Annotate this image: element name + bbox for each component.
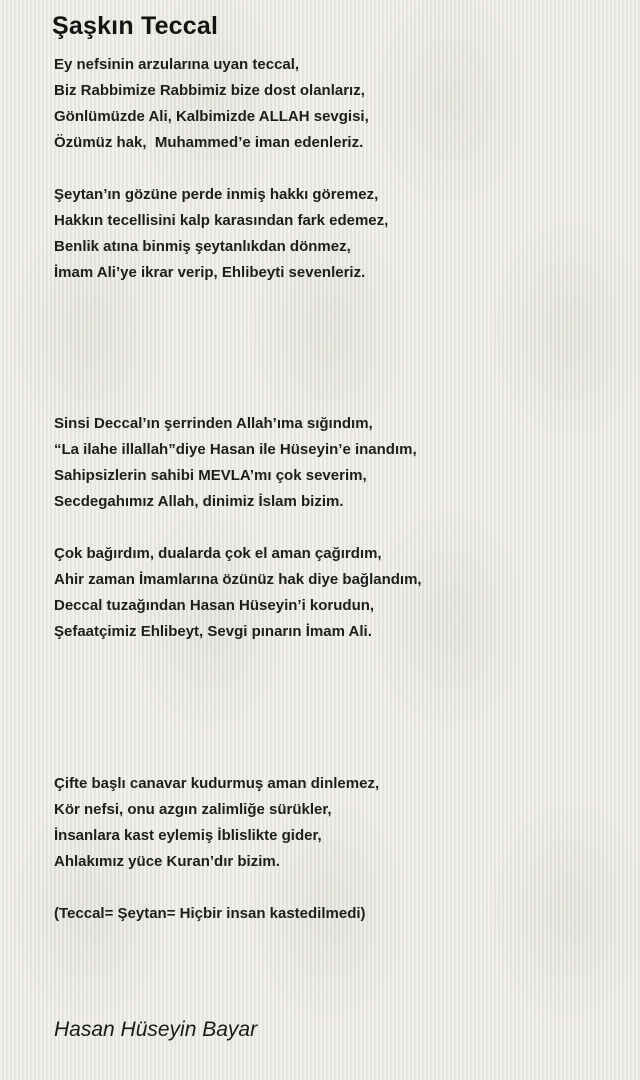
poem-line: Çok bağırdım, dualarda çok el aman çağırdım, [54,545,382,562]
stanza-3 [54,411,417,515]
poem-line: Şefaatçimiz Ehlibeyt, Sevgi pınarın İmam Ali. [54,623,372,640]
stanza-5 [54,771,379,875]
poem-line: Ahlakımız yüce Kuran’dır bizim. [54,853,280,870]
poem-line: Secdegahımız Allah, dinimiz İslam bizim. [54,493,344,510]
poem-line: Ahir zaman İmamlarına özünüz hak diye bağlandım, [54,571,422,588]
poem-line: Şeytan’ın gözüne perde inmiş hakkı göremez, [54,186,379,203]
poem-line: Ey nefsinin arzularına uyan teccal, [54,56,300,73]
poem-title: Şaşkın Teccal [52,12,219,40]
poem-line: Sinsi Deccal’ın şerrinden Allah’ıma sığındım, [54,415,373,432]
poem-line: Gönlümüzde Ali, Kalbimizde ALLAH sevgisi, [54,108,369,125]
poem-line: Özümüz hak, Muhammed’e iman edenleriz. [54,134,364,151]
poem-note: (Teccal= Şeytan= Hiçbir insan kastedilmedi) [54,905,366,922]
poem-line: Kör nefsi, onu azgın zalimliğe sürükler, [54,801,332,818]
poem-line: İmam Ali’ye ikrar verip, Ehlibeyti sevenleriz. [54,264,366,281]
poem-line: İnsanlara kast eylemiş İblislikte gider, [54,827,322,844]
poem-line: Çifte başlı canavar kudurmuş aman dinlemez, [54,775,380,792]
poem-line: Hakkın tecellisini kalp karasından fark edemez, [54,212,389,229]
poem-line: Benlik atına binmiş şeytanlıkdan dönmez, [54,238,351,255]
poem-author: Hasan Hüseyin Bayar [54,1018,258,1041]
poem-line: Deccal tuzağından Hasan Hüseyin’i korudun, [54,597,375,614]
stanza-1 [54,52,369,156]
stanza-2 [54,182,388,286]
stanza-4 [54,541,422,645]
poem-line: Sahipsizlerin sahibi MEVLA’mı çok severim, [54,467,367,484]
poem-line: “La ilahe illallah”diye Hasan ile Hüseyin’e inandım, [54,441,417,458]
poem-line: Biz Rabbimize Rabbimiz bize dost olanlarız, [54,82,365,99]
